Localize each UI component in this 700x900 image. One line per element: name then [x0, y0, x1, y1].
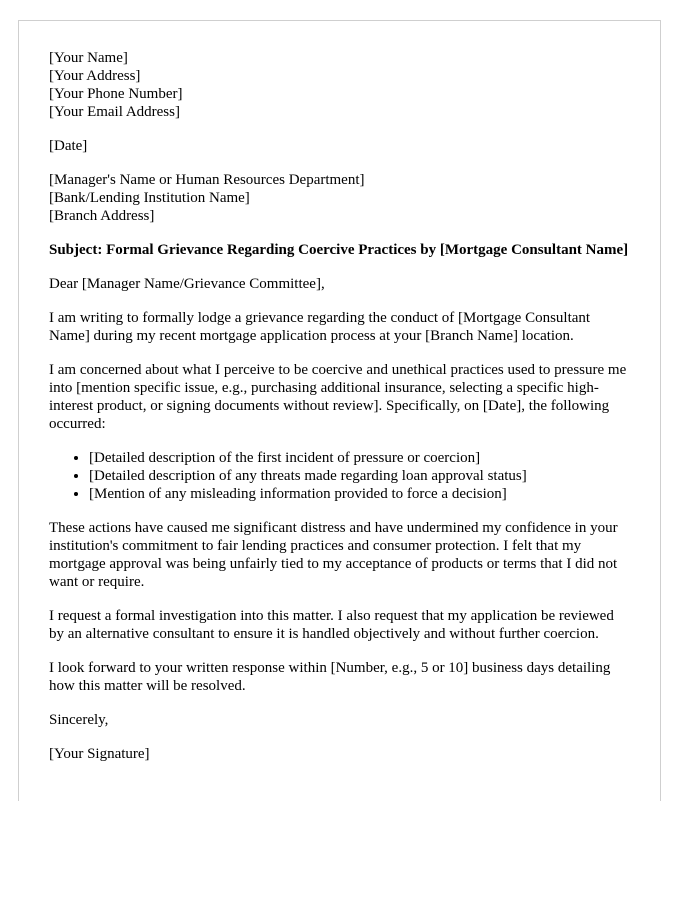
body-paragraph-3: These actions have caused me significant distress and have undermined my confidence in your institution's commitment to fair lending practices and consumer protection. I felt that my mortgage approval was being unfairly tied to my acceptance of products or terms that I did not want or require. [49, 520, 618, 590]
body-paragraph-1: I am writing to formally lodge a grievance regarding the conduct of [Mortgage Consultant Name] during my recent mortgage application process at your [Branch Name] location. [49, 310, 591, 344]
incident-list [49, 449, 630, 503]
salutation: Dear [Manager Name/Grievance Committee], [49, 276, 325, 292]
list-item: • [Detailed description of any threats made regarding loan approval status] [89, 467, 630, 485]
sender-address: [Your Address] [49, 68, 141, 84]
signature: [Your Signature] [49, 746, 150, 762]
recipient-line-2: [Bank/Lending Institution Name] [49, 190, 250, 206]
body-paragraph-5: I look forward to your written response within [Number, e.g., 5 or 10] business days detailing how this matter will be resolved. [49, 660, 611, 694]
sender-phone: [Your Phone Number] [49, 86, 183, 102]
sender-email: [Your Email Address] [49, 104, 180, 120]
closing: Sincerely, [49, 712, 109, 728]
list-item: • [Mention of any misleading information provided to force a decision] [89, 485, 630, 503]
sender-name: [Your Name] [49, 50, 128, 66]
subject-line: Subject: Formal Grievance Regarding Coercive Practices by [Mortgage Consultant Name] [49, 242, 629, 258]
letter-page [18, 20, 661, 801]
body-paragraph-2: I am concerned about what I perceive to be coercive and unethical practices used to pressure me into [mention specific issue, e.g., purchasing additional insurance, selecting a specific high-interest product, or signing documents without review]. Specifically, on [Date], the following occurred: [49, 362, 627, 432]
list-item: • [Detailed description of the first incident of pressure or coercion] [89, 449, 630, 467]
recipient-line-3: [Branch Address] [49, 208, 155, 224]
body-paragraph-4: I request a formal investigation into this matter. I also request that my application be reviewed by an alternative consultant to ensure it is handled objectively and without further coercion. [49, 608, 614, 642]
sender-block [49, 49, 630, 121]
letter-date: [Date] [49, 138, 88, 154]
recipient-block [49, 171, 630, 225]
recipient-line-1: [Manager's Name or Human Resources Department] [49, 172, 365, 188]
